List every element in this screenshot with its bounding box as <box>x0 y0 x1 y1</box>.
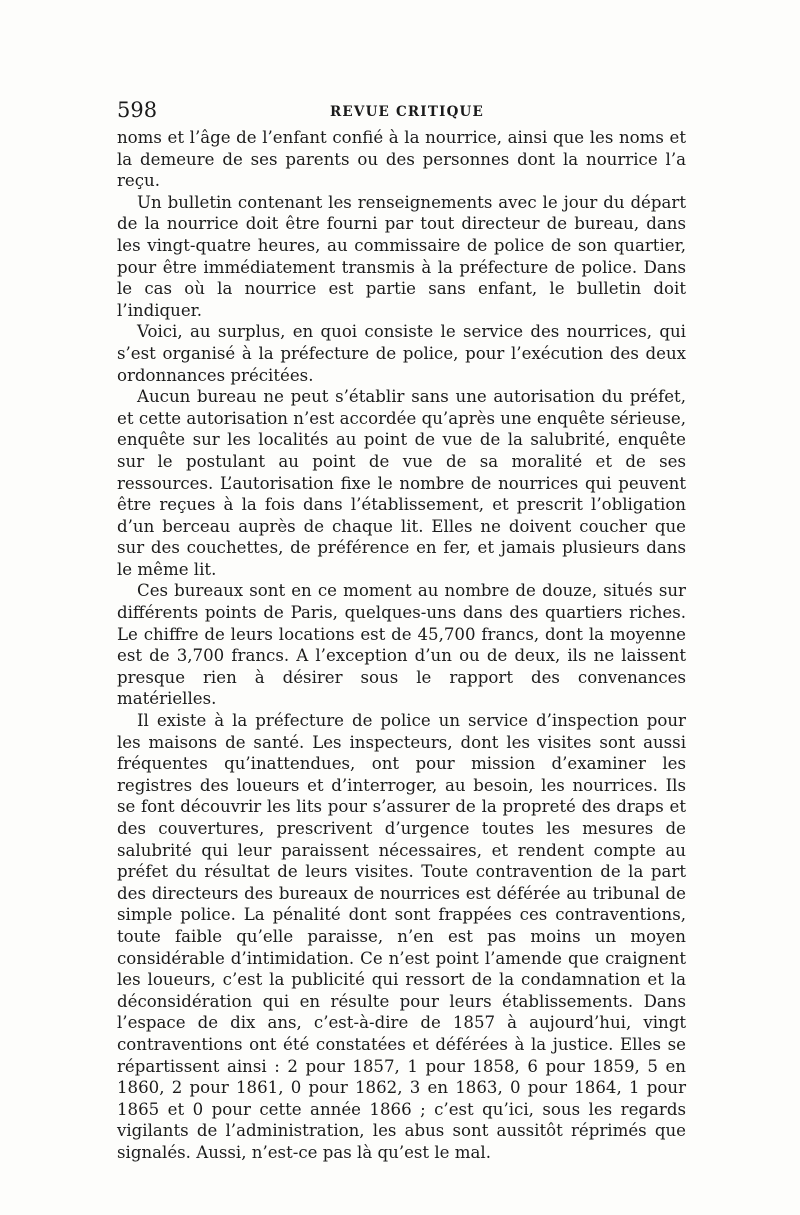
running-head: REVUE CRITIQUE <box>330 104 485 120</box>
paragraph-authorization: Aucun bureau ne peut s’établir sans une autorisation du préfet, et cette autorisation n’est accordée qu’après une enquête sérieuse, enquête sur les localités au point de vue de la salubrité, enquête sur le postulant au point de vue de sa moralité et de ses ressources. L’autorisation fixe le nombre de nourrices qui peuvent être reçues à la fois dans l’établissement, et prescrit l’obligation d’un berceau auprès de chaque lit. Elles ne doivent coucher que sur des couchettes, de préférence en fer, et jamais plusieurs dans le même lit. <box>117 387 686 579</box>
paragraph-service: Voici, au surplus, en quoi consiste le service des nourrices, qui s’est organisé à la préfecture de police, pour l’exécution des deux ordonnances précitées. <box>117 322 686 385</box>
paragraph-inspection: Il existe à la préfecture de police un service d’inspection pour les maisons de santé. Les inspecteurs, dont les visites sont aussi fréquentes qu’inattendues, ont pour mission d’examiner les registres des loueurs et d’interroger, au besoin, les nourrices. Ils se font découvrir les lits pour s’assurer de la propreté des draps et des couvertures, prescrivent d’urgence toutes les mesures de salubrité qui leur paraissent nécessaires, et rendent compte au préfet du résultat de leurs visites. Toute contravention de la part des directeurs des bureaux de nourrices est déférée au tribunal de simple police. La pénalité dont sont frappées ces contraventions, toute faible qu’elle paraisse, n’en est pas moins un moyen considérable d’intimidation. Ce n’est point l’amende que craignent les loueurs, c’est la publicité qui ressort de la condamnation et la déconsidération qui en résulte pour leurs établissements. Dans l’espace de dix ans, c’est-à-dire de 1857 à aujourd’hui, vingt contraventions ont été constatées et déférées à la justice. Elles se répartissent ainsi : 2 pour 1857, 1 pour 1858, 6 pour 1859, 5 en 1860, 2 pour 1861, 0 pour 1862, 3 en 1863, 0 pour 1864, 1 pour 1865 et 0 pour cette année 1866 ; c’est qu’ici, sous les regards vigilants de l’administration, les abus sont aussitôt réprimés que signalés. Aussi, n’est-ce pas là qu’est le mal. <box>117 711 686 1162</box>
paragraph-bureaux: Ces bureaux sont en ce moment au nombre de douze, situés sur différents points de Paris, quelques-uns dans des quartiers riches. Le chiffre de leurs locations est de 45,700 francs, dont la moyenne est de 3,700 francs. A l’exception d’un ou de deux, ils ne laissent presque rien à désirer sous le rapport des convenances matérielles. <box>117 581 686 709</box>
body-text <box>117 127 686 1164</box>
page-header <box>117 98 683 126</box>
paragraph-continued: noms et l’âge de l’enfant confié à la nourrice, ainsi que les noms et la demeure de ses parents ou des personnes dont la nourrice l’a reçu. <box>117 128 686 191</box>
paragraph-bulletin: Un bulletin contenant les renseignements avec le jour du départ de la nourrice doit être fourni par tout directeur de bureau, dans les vingt-quatre heures, au commissaire de police de son quartier, pour être immédiatement transmis à la préfecture de police. Dans le cas où la nourrice est partie sans enfant, le bulletin doit l’indiquer. <box>117 192 686 320</box>
page-number: 598 <box>117 98 158 122</box>
